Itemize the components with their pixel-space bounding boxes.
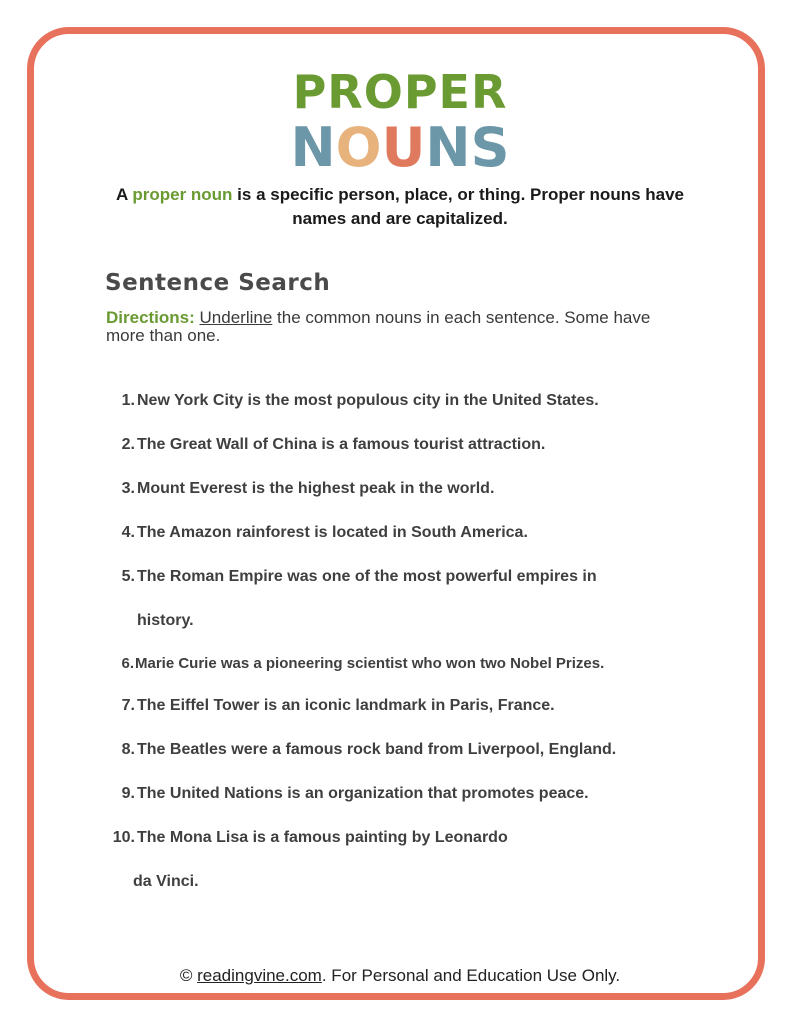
sentence-number: 2. [121,436,135,453]
title-letter-n2: N [425,116,471,179]
section-title: Sentence Search [105,270,331,296]
sentence-text-continuation: da Vinci. [133,873,199,890]
definition-rest: is a specific person, place, or thing. Proper nouns have names and are capitalized. [232,185,685,228]
title-letter-n1: N [290,116,336,179]
footer-rest: . For Personal and Education Use Only. [321,966,621,985]
footer-link[interactable]: readingvine.com [197,966,322,985]
sentence-number: 10. [112,829,135,846]
directions-underlined: Underline [199,308,273,327]
sentence-number: 6. [121,655,134,672]
sentence-text: The Eiffel Tower is an iconic landmark in Paris, France. [137,697,555,714]
sentence-text: The Great Wall of China is a famous tourist attraction. [137,436,546,453]
title-letter-o: O [335,116,382,179]
sentence-text: The United Nations is an organization that promotes peace. [137,785,589,802]
sentence-number: 8. [121,741,135,758]
footer [0,966,800,986]
sentence-number: 7. [121,697,135,714]
copyright-symbol: © [179,966,198,985]
sentence-number: 4. [121,524,135,541]
title-proper: PROPER [292,65,508,119]
sentence-number: 1. [121,392,135,409]
sentence-text-continuation: history. [137,612,194,629]
definition-highlight: proper noun [132,185,233,204]
directions-text: the common nouns in each sentence. Some have more than one. [106,308,651,345]
sentence-text: New York City is the most populous city in the United States. [137,392,599,409]
sentence-text: The Beatles were a famous rock band from Liverpool, England. [137,741,617,758]
sentence-number: 5. [121,568,135,585]
definition-prefix: A [115,185,133,204]
directions-label: Directions: [106,308,195,327]
sentence-number: 3. [121,480,135,497]
title-nouns [0,116,800,180]
title-letter-s: S [470,116,510,179]
sentence-text: The Amazon rainforest is located in South America. [137,524,528,541]
sentence-text: Marie Curie was a pioneering scientist who won two Nobel Prizes. [135,655,605,672]
definition-text [90,183,710,231]
directions [106,309,686,345]
title-letter-u: U [381,116,426,179]
sentence-text: The Roman Empire was one of the most powerful empires in [137,568,597,585]
sentence-number: 9. [121,785,135,802]
sentence-text: The Mona Lisa is a famous painting by Leonardo [137,829,508,846]
sentence-text: Mount Everest is the highest peak in the world. [137,480,495,497]
